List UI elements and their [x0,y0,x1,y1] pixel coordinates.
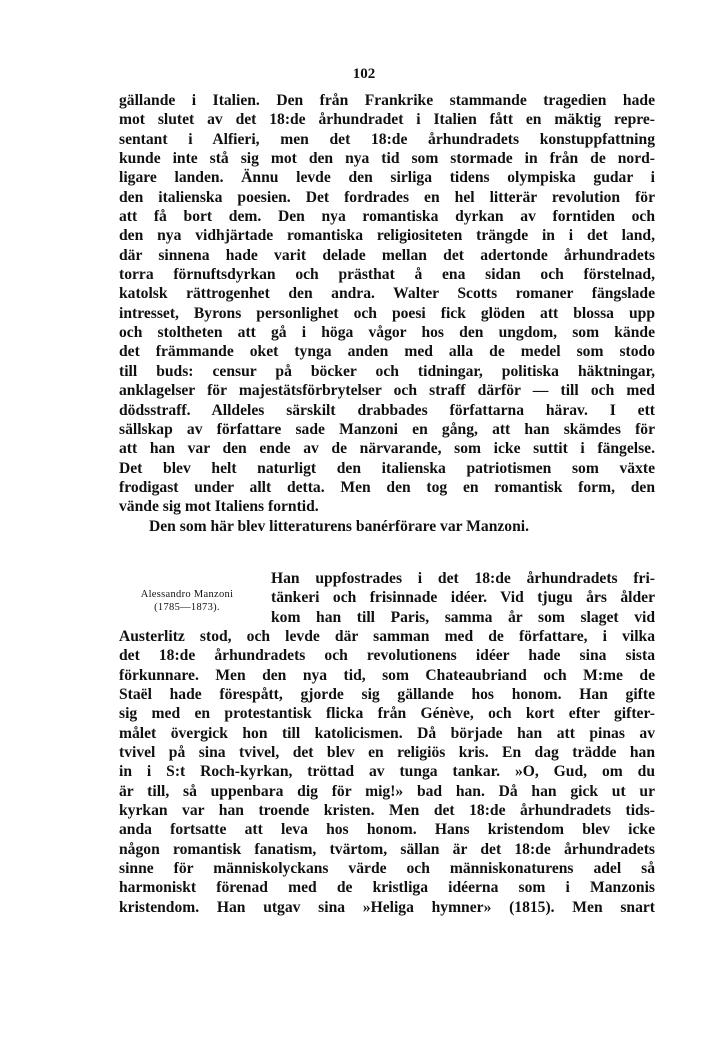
continued-text-block [119,627,655,917]
margin-note [112,588,262,614]
text-line: anklagelser för majestätsförbrytelser och straff därför — till och med [119,382,655,400]
text-line: kom han till Paris, samma år som slaget vid [271,608,655,626]
text-line: förkunnare. Men den nya tid, som Chateaubriand och M:me de [119,666,655,684]
text-line: vände sig mot Italiens forntid. [119,498,319,516]
text-line: där sinnena hade varit delade mellan det adertonde århundradets [119,246,655,264]
text-line: sinne för människolyckans värde och människonaturens adel så [119,860,655,878]
text-line: någon romantisk fanatism, tvärtom, sällan är det 18:de århundradets [119,840,655,858]
text-line: mot slutet av det 18:de århundradet i Italien fått en mäktig repre- [119,111,655,129]
margin-note-dates: (1785—1873). [154,602,220,613]
text-line: frodigast under allt detta. Men den tog en romantisk form, den [119,478,655,496]
text-line: Det blev helt naturligt den italienska patriotismen som växte [119,459,655,477]
margin-note-name: Alessandro Manzoni [140,589,234,600]
text-line: kyrkan var han troende kristen. Men det 18:de århundradets tids- [119,802,655,820]
text-line: Staël hade förespått, gjorde sig gällande hos honom. Han gifte [119,686,655,704]
wrapped-text-block [271,569,655,627]
text-line: att få bort dem. Den nya romantiska dyrkan av forntiden och [119,208,655,226]
text-line: att han var den ende av de närvarande, som icke suttit i fängelse. [119,440,655,458]
text-line: tänkeri och frisinnade idéer. Vid tjugu års ålder [271,589,655,607]
text-line: kunde inte stå sig mot den nya tid som stormade in från de nord- [119,150,655,168]
text-line: anda fortsatte att leva hos honom. Hans kristendom blev icke [119,821,655,839]
page-number: 102 [352,66,376,82]
text-line: är till, så uppenbara dig för mig!» bad han. Då han gick ut ur [119,782,655,800]
text-line: ligare landen. Ännu levde den sirliga tidens olympiska gudar i [119,169,655,187]
text-line: harmoniskt förenad med de kristliga idéerna som i Manzonis [119,879,655,897]
text-line: den italienska poesien. Det fordrades en hel litterär revolution för [119,188,655,206]
text-line: intresset, Byrons personlighet och poesi fick glöden att blossa upp [119,304,655,322]
text-line: Den som här blev litteraturens banérförare var Manzoni. [149,517,529,535]
text-line: sällskap av författare sade Manzoni en gång, att han skämdes för [119,420,655,438]
text-line: sig med en protestantisk flicka från Génève, och kort efter gifter- [119,705,655,723]
text-line: gällande i Italien. Den från Frankrike stammande tragedien hade [119,92,655,109]
text-line: tvivel på sina tvivel, det blev en religiös kris. En dag trädde han [119,744,655,762]
text-line: sentant i Alfieri, men det 18:de århundradets konstuppfattning [119,130,655,148]
text-line: kristendom. Han utgav sina »Heliga hymner» (1815). Men snart [119,898,655,916]
text-line: Austerlitz stod, och levde där samman med de författare, i vilka [119,628,655,645]
text-line: dödsstraff. Alldeles särskilt drabbades författarna härav. I ett [119,401,655,419]
text-line: det främmande oket tynga anden med alla de medel som stodo [119,343,655,361]
text-line: till buds: censur på böcker och tidningar, politiska häktningar, [119,362,655,380]
text-line: den nya vidhjärtade romantiska religiositeten trängde in i det land, [119,227,655,245]
main-text-block [119,91,655,536]
text-line: torra förnuftsdyrkan och prästhat å ena sidan och förstelnad, [119,266,655,284]
text-line: Han uppfostrades i det 18:de århundradets fri- [271,570,655,587]
text-line: in i S:t Roch-kyrkan, tröttad av tunga tankar. »O, Gud, om du [119,763,655,781]
text-line: och stoltheten att gå i höga vågor hos den ungdom, som kände [119,324,655,342]
text-line: målet övergick hon till katolicismen. Då började han att pinas av [119,724,655,742]
text-line: det 18:de århundradets och revolutionens idéer hade sina sista [119,647,655,665]
text-line: katolsk rättrogenhet den andra. Walter Scotts romaner fängslade [119,285,655,303]
